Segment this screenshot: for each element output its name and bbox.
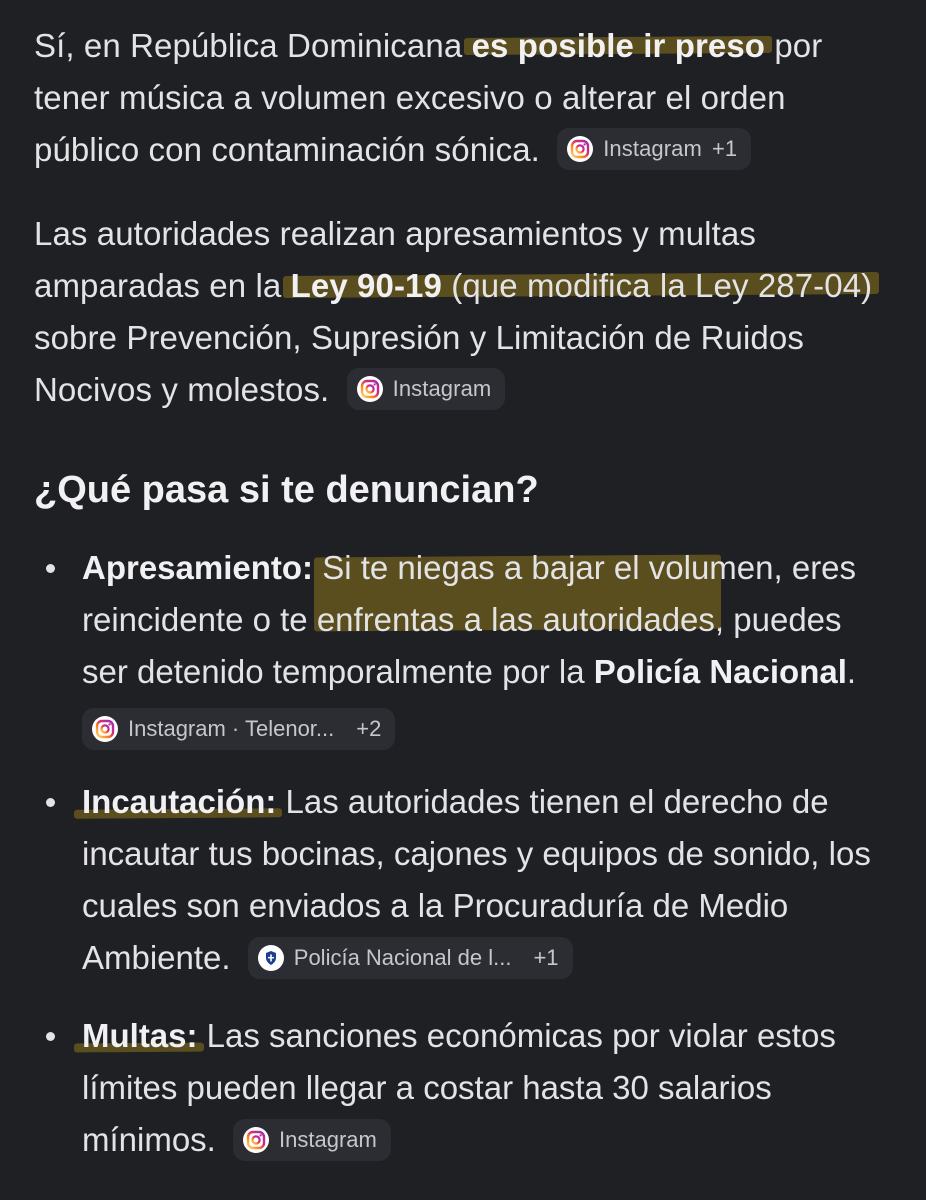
instagram-icon	[357, 376, 383, 402]
answer-content	[34, 20, 894, 1166]
source-chip-policia[interactable]	[248, 937, 573, 979]
intro-text: Sí, en República Dominicana	[34, 27, 463, 64]
item-title: Multas:	[82, 1017, 198, 1055]
bullet-icon	[46, 564, 55, 573]
intro-paragraph	[34, 20, 894, 176]
item-title: Incautación:	[82, 783, 277, 821]
item-text: Las autoridades tienen el derecho de incautar tus bocinas, cajones y equipos de sonido, los cuales son enviados a la Procuraduría de Medio Ambiente.	[82, 783, 871, 977]
law-name: Ley 90-19	[290, 267, 442, 304]
law-intro-text: Las autoridades realizan apresamientos y multas amparadas en la	[34, 215, 756, 304]
instagram-icon	[92, 716, 118, 742]
law-text-continued: sobre Prevención, Supresión y Limitación de Ruidos Nocivos y molestos.	[34, 319, 804, 408]
source-chip-count: +2	[356, 716, 382, 742]
source-chip-count: +1	[711, 136, 738, 162]
source-chip-label: Instagram	[279, 1126, 377, 1152]
source-chip-label: Instagram	[603, 136, 702, 162]
item-bold-text: Policía Nacional	[593, 653, 847, 690]
source-chip-instagram[interactable]	[347, 368, 506, 410]
source-chip-label: Policía Nacional de l...	[293, 944, 512, 970]
item-period: .	[846, 653, 857, 690]
law-paragraph	[34, 208, 894, 416]
intro-text-continued: por tener música a volumen excesivo o alterar el orden público con contaminación sónica.	[34, 27, 823, 168]
item-title: Apresamiento:	[82, 549, 314, 586]
list-item	[34, 776, 894, 984]
bullet-icon	[46, 798, 55, 807]
source-chip-instagram-telenoticias[interactable]	[82, 708, 395, 750]
highlighted-text: Si te niegas a bajar el volumen, eres reincidente o te enfrentas a las autoridades	[82, 549, 857, 638]
source-chip-instagram[interactable]	[557, 128, 751, 170]
instagram-icon	[243, 1127, 269, 1153]
source-chip-label: Instagram	[392, 376, 492, 402]
consequences-list	[34, 542, 894, 1166]
list-item	[34, 542, 894, 750]
item-text: , puedes ser detenido temporalmente por la	[82, 601, 842, 690]
source-chip-count: +1	[533, 944, 559, 970]
section-heading: ¿Qué pasa si te denuncian?	[34, 469, 539, 511]
list-item	[34, 1010, 894, 1166]
highlighted-claim: es posible ir preso	[471, 27, 766, 64]
instagram-icon	[567, 136, 593, 162]
law-detail: (que modifica la Ley 287-04)	[451, 267, 873, 304]
source-chip-label: Instagram · Telenor...	[128, 716, 335, 742]
bullet-icon	[46, 1032, 55, 1041]
source-chip-instagram[interactable]	[233, 1119, 391, 1161]
police-shield-icon	[258, 945, 284, 971]
item-text: Las sanciones económicas por violar estos límites pueden llegar a costar hasta 30 salarios mínimos.	[82, 1017, 836, 1159]
